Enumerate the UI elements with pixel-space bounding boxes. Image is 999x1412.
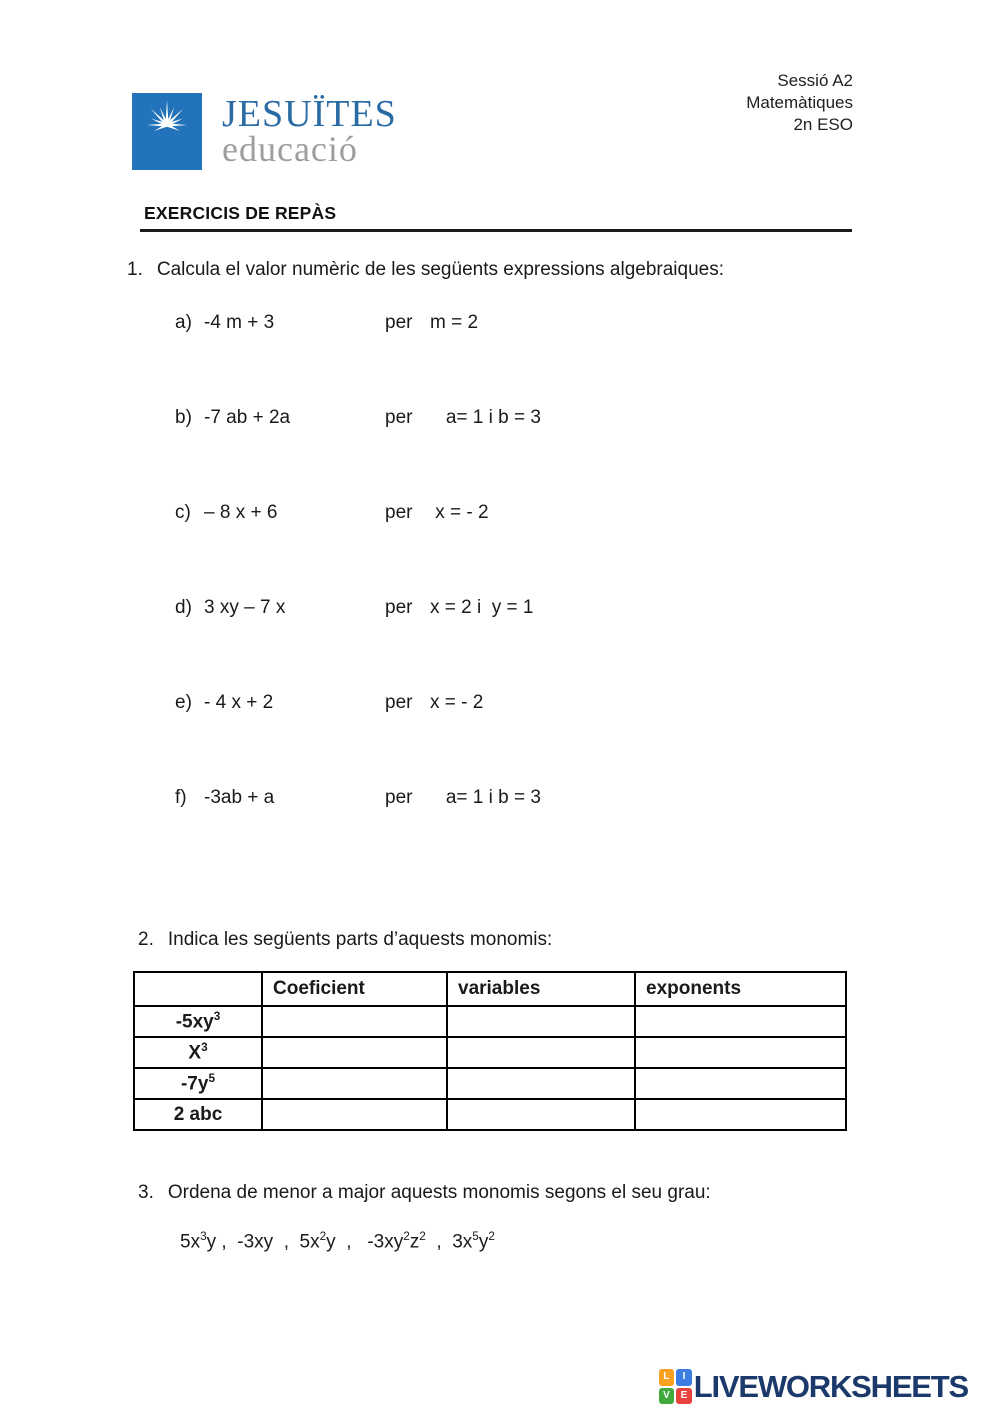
per-label: per	[385, 407, 413, 428]
monomial-list: $5x^3y$ , -3xy , $5x^2y$ , $-3xy^2z^2$ , $3x^5y^2$	[180, 1230, 495, 1253]
exercise-number: 1.	[127, 259, 143, 280]
column-header-variables: variables	[447, 972, 635, 1006]
exercise-item-d	[175, 595, 541, 621]
monomial-table	[133, 971, 847, 1131]
item-expression: -4 m + 3	[204, 312, 275, 333]
per-label: per	[385, 787, 413, 808]
liveworksheets-logo[interactable]	[659, 1369, 968, 1404]
answer-cell[interactable]	[635, 1037, 846, 1068]
brand-name: JESUÏTES	[222, 93, 397, 135]
grid-letter-i: I	[676, 1369, 692, 1386]
answer-cell[interactable]	[635, 1006, 846, 1037]
brand-subtitle: educació	[222, 129, 358, 169]
item-letter: e)	[175, 692, 192, 713]
item-condition: x = 2 i y = 1	[430, 597, 534, 618]
section-title: EXERCICIS DE REPÀS	[144, 203, 337, 223]
column-header-blank	[134, 972, 262, 1006]
exercise-number: 3.	[138, 1182, 154, 1203]
exercise-prompt: Indica les següents parts d’aquests monomis:	[167, 929, 553, 950]
exercise-3-heading	[138, 1182, 711, 1204]
column-header-exponents: exponents	[635, 972, 846, 1006]
liveworksheets-wordmark: LIVEWORKSHEETS	[693, 1369, 968, 1404]
liveworksheets-grid-icon	[659, 1369, 692, 1404]
answer-cell[interactable]	[262, 1006, 447, 1037]
sunburst-icon	[132, 93, 202, 170]
table-header-row	[134, 972, 846, 1006]
answer-cell[interactable]	[262, 1068, 447, 1099]
item-letter: a)	[175, 312, 192, 333]
item-condition: a= 1 i b = 3	[430, 407, 541, 428]
answer-cell[interactable]	[447, 1068, 635, 1099]
per-label: per	[385, 312, 413, 333]
table-row	[134, 1006, 846, 1037]
exercise-item-e	[175, 690, 541, 716]
grid-letter-v: V	[659, 1388, 675, 1405]
answer-cell[interactable]	[447, 1099, 635, 1130]
item-letter: d)	[175, 597, 192, 618]
grid-letter-e: E	[676, 1388, 692, 1405]
monomial-label: $X^3$	[134, 1037, 262, 1068]
session-info	[746, 70, 853, 136]
answer-cell[interactable]	[447, 1006, 635, 1037]
answer-cell[interactable]	[262, 1037, 447, 1068]
exercise-1-heading	[127, 259, 724, 281]
monomial-label: 2 abc	[134, 1099, 262, 1130]
exercise-prompt: Calcula el valor numèric de les següents expressions algebraiques:	[156, 259, 725, 280]
monomial-label: $-7y^5$	[134, 1068, 262, 1099]
exercise-item-a	[175, 310, 541, 336]
item-letter: b)	[175, 407, 192, 428]
item-expression: – 8 x + 6	[204, 502, 278, 523]
table-row	[134, 1099, 846, 1130]
item-letter: f)	[175, 787, 187, 808]
session-line: Matemàtiques	[746, 93, 853, 112]
item-expression: -3ab + a	[204, 787, 275, 808]
title-rule	[140, 229, 852, 232]
per-label: per	[385, 692, 413, 713]
column-header-coeficient: Coeficient	[262, 972, 447, 1006]
item-expression: - 4 x + 2	[204, 692, 274, 713]
exercise-item-c	[175, 500, 541, 526]
grid-letter-l: L	[659, 1369, 675, 1386]
item-condition: a= 1 i b = 3	[430, 787, 541, 808]
exercise-item-f	[175, 785, 541, 811]
per-label: per	[385, 597, 413, 618]
monomial-label: $-5xy^3$	[134, 1006, 262, 1037]
exercise-1-items	[175, 310, 541, 880]
answer-cell[interactable]	[447, 1037, 635, 1068]
exercise-number: 2.	[138, 929, 154, 950]
table-row	[134, 1068, 846, 1099]
item-letter: c)	[175, 502, 191, 523]
per-label: per	[385, 502, 413, 523]
item-condition: m = 2	[430, 312, 479, 333]
item-condition: x = - 2	[430, 502, 489, 523]
exercise-2-heading	[138, 929, 552, 951]
item-expression: 3 xy – 7 x	[204, 597, 286, 618]
exercise-item-b	[175, 405, 541, 431]
exercise-prompt: Ordena de menor a major aquests monomis segons el seu grau:	[167, 1182, 711, 1203]
item-condition: x = - 2	[430, 692, 484, 713]
session-line: 2n ESO	[793, 115, 853, 134]
jesuites-logo	[132, 93, 397, 170]
answer-cell[interactable]	[635, 1099, 846, 1130]
item-expression: -7 ab + 2a	[204, 407, 291, 428]
answer-cell[interactable]	[262, 1099, 447, 1130]
table-row	[134, 1037, 846, 1068]
session-line: Sessió A2	[777, 71, 853, 90]
answer-cell[interactable]	[635, 1068, 846, 1099]
